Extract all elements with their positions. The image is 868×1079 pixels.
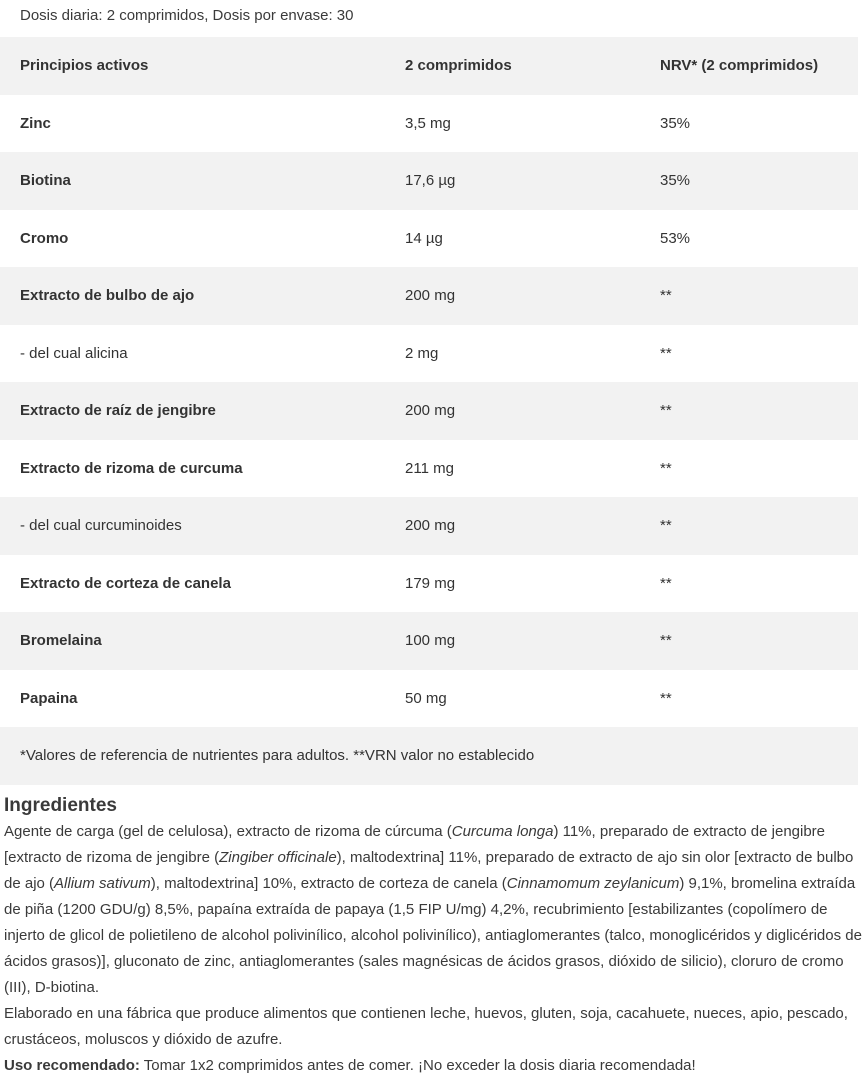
ingredient-latin-name: Zingiber officinale (219, 848, 337, 866)
table-row (0, 670, 858, 728)
ingredient-text-part: ), maltodextrina] 11%, preparado de extracto de ajo sin olor [extracto de bulbo de ajo ( (4, 848, 854, 892)
usage-text: Tomar 1x2 comprimidos antes de comer. ¡No exceder la dosis diaria recomendada! (139, 1056, 696, 1074)
ingredients-section (0, 793, 868, 1079)
ingredient-nrv: ** (640, 497, 858, 555)
ingredient-amount: 200 mg (385, 497, 640, 555)
ingredient-nrv: ** (640, 670, 858, 728)
ingredient-latin-name: Allium sativum (54, 874, 151, 892)
ingredient-amount: 200 mg (385, 267, 640, 325)
table-row (0, 382, 858, 440)
ingredient-text-part: ) 9,1%, bromelina extraída de piña (1200 GDU/g) 8,5%, papaína extraída de papaya (1,5 FIP U/mg) 4,2%, recubrimiento [estabilizantes (copolímero de injerto de glicol de polietileno de alcohol polivinílico, alcohol polivinílico), antiaglomerantes (talco, monoglicéridos y diglicéridos de ácidos grasos)], gluconato de zinc, antiaglomerantes (sales magnésicas de ácidos grasos, dióxido de silicio), cloruro de cromo (III), D-biotina. (4, 874, 862, 996)
ingredient-amount: 100 mg (385, 612, 640, 670)
ingredient-amount: 200 mg (385, 382, 640, 440)
ingredient-nrv: ** (640, 555, 858, 613)
table-row (0, 612, 858, 670)
ingredient-name: Extracto de corteza de canela (0, 555, 385, 613)
usage-label: Uso recomendado: (4, 1056, 140, 1074)
table-footnote: *Valores de referencia de nutrientes para adultos. **VRN valor no establecido (0, 727, 858, 785)
ingredient-amount: 211 mg (385, 440, 640, 498)
ingredient-latin-name: Curcuma longa (451, 822, 554, 840)
ingredient-name: Biotina (0, 152, 385, 210)
table-row (0, 555, 858, 613)
ingredient-nrv: ** (640, 267, 858, 325)
header-amount: 2 comprimidos (385, 37, 640, 95)
ingredient-text-part: ), maltodextrina] 10%, extracto de corteza de canela ( (150, 874, 507, 892)
ingredient-latin-name: Cinnamomum zeylanicum (506, 874, 680, 892)
ingredients-title: Ingredientes (4, 794, 117, 816)
header-nrv: NRV* (2 comprimidos) (640, 37, 858, 95)
ingredient-text-part: ) 11%, preparado de extracto de jengibre [extracto de rizoma de jengibre ( (4, 822, 826, 866)
ingredient-name: Extracto de raíz de jengibre (0, 382, 385, 440)
ingredient-name: Zinc (0, 95, 385, 153)
table-header-row (0, 37, 858, 95)
ingredient-nrv: ** (640, 325, 858, 383)
table-row (0, 497, 858, 555)
ingredient-name: - del cual curcuminoides (0, 497, 385, 555)
ingredient-amount: 14 µg (385, 210, 640, 268)
ingredient-name: Extracto de rizoma de curcuma (0, 440, 385, 498)
table-row (0, 325, 858, 383)
header-active-ingredients: Principios activos (0, 37, 385, 95)
ingredient-nrv: 53% (640, 210, 858, 268)
ingredient-nrv: ** (640, 612, 858, 670)
table-row (0, 210, 858, 268)
ingredient-name: Papaina (0, 670, 385, 728)
ingredient-amount: 179 mg (385, 555, 640, 613)
table-row (0, 267, 858, 325)
ingredient-name: Extracto de bulbo de ajo (0, 267, 385, 325)
ingredient-name: - del cual alicina (0, 325, 385, 383)
table-row (0, 95, 858, 153)
ingredient-amount: 17,6 µg (385, 152, 640, 210)
ingredient-nrv: ** (640, 440, 858, 498)
ingredient-amount: 3,5 mg (385, 95, 640, 153)
ingredient-name: Bromelaina (0, 612, 385, 670)
ingredient-name: Cromo (0, 210, 385, 268)
ingredient-nrv: 35% (640, 152, 858, 210)
ingredient-amount: 50 mg (385, 670, 640, 728)
table-row (0, 440, 858, 498)
ingredient-nrv: ** (640, 382, 858, 440)
nutrition-table (0, 37, 858, 785)
allergen-note: Elaborado en una fábrica que produce alimentos que contienen leche, huevos, gluten, soja, cacahuete, nueces, apio, pescado, crustáceos, moluscos y dióxido de azufre. (4, 1004, 848, 1048)
ingredient-text-part: Agente de carga (gel de celulosa), extracto de rizoma de cúrcuma ( (4, 822, 452, 840)
recommended-usage (4, 1053, 864, 1079)
table-row (0, 152, 858, 210)
dose-line: Dosis diaria: 2 comprimidos, Dosis por envase: 30 (20, 7, 354, 24)
ingredients-text (4, 819, 864, 1001)
footnote-row (0, 727, 858, 785)
ingredient-amount: 2 mg (385, 325, 640, 383)
ingredient-nrv: 35% (640, 95, 858, 153)
